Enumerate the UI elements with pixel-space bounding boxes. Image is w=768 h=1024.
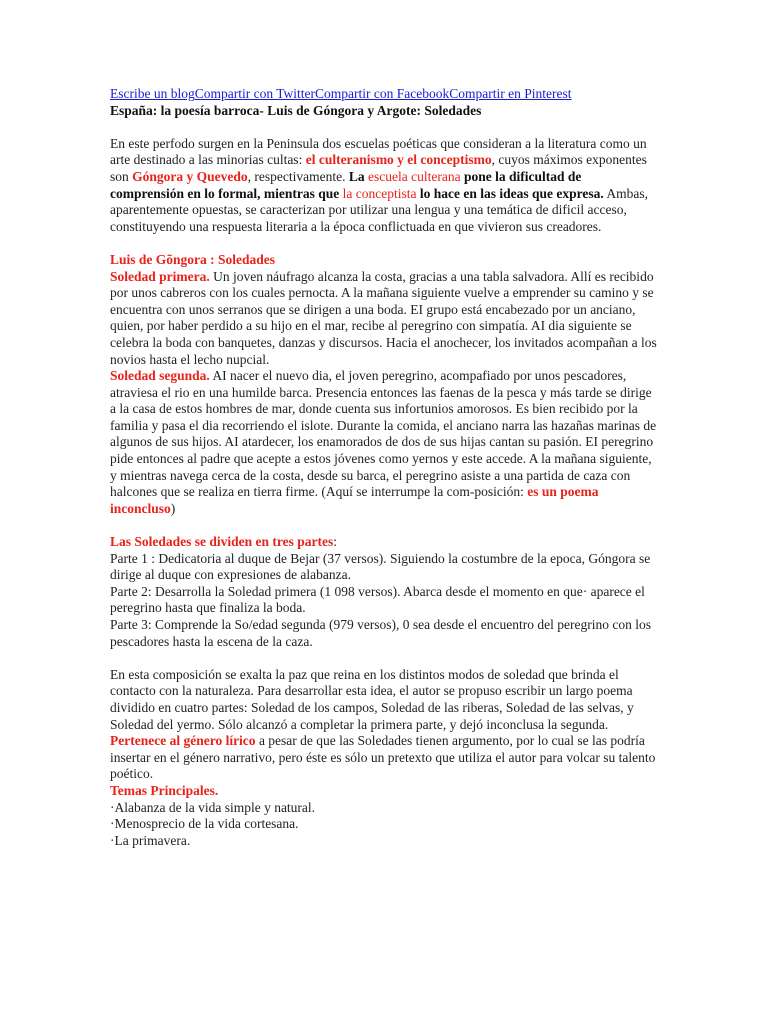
intro-bold-1: La (348, 168, 369, 184)
composition-paragraph: En esta composición se exalta la paz que reina en los distintos modos de soledad que brinda el contacto con la naturaleza. Para desarrollar esta idea, el autor se propuso escribir un largo poema dividido en cuatro partes: Soledad de los campos, Soledad de las riberas, Soledad de las selvas, y Soledad del yermo. Sólo alcanzó a completar la primera parte, y dejó inconclusa la segunda. (110, 666, 634, 732)
write-blog-link[interactable]: Escribe un blog (110, 86, 195, 101)
genre-text: a pesar de que las Soledades tienen argumento, por lo cual se las podría insertar en el género narrativo, pero éste es sólo un pretexto que utiliza el autor para volcar su talento poético. (110, 733, 656, 782)
share-facebook-link[interactable]: Compartir con Facebook (315, 86, 450, 101)
soledad-primera-paragraph (110, 269, 658, 369)
genero-lirico-label: Pertenece al género lírico (110, 733, 256, 749)
themes-heading: Temas Principales. (110, 782, 219, 798)
intro-paragraph (110, 136, 658, 236)
theme-item: ·La primavera. (110, 832, 191, 848)
intro-text-4: Ambas, aparentemente opuestas, se caracterizan por utilizar una lengua y una temática de dificil acceso, constituyendo una respuesta literaria a la época conflictuada en que vivieron sus creadores. (110, 185, 648, 234)
intro-bold-3: lo hace en las ideas que expresa. (416, 185, 604, 201)
intro-text-1: En este perfodo surgen en la Peninsula dos escuelas poéticas que consideran a la literatura como un arte destinado a las minorias cultas: (110, 135, 647, 168)
gongora-quevedo-highlight: Góngora y Quevedo (132, 168, 248, 184)
conceptista-highlight: la conceptista (342, 185, 417, 201)
parts-heading-label: Las Soledades se dividen en tres partes (110, 534, 334, 550)
parts-heading-colon: : (333, 534, 338, 550)
part-2: Parte 2: Desarrolla la Soledad primera (1 098 versos). Abarca desde el momento en que· aparece el peregrino hasta que finaliza la boda. (110, 583, 645, 616)
soledad-segunda-label: Soledad segunda. (110, 368, 210, 384)
share-pinterest-link[interactable]: Compartir en Pinterest (449, 86, 572, 101)
intro-text-2: , cuyos máximos exponentes son (110, 152, 647, 184)
intro-text-3: , respectivamente. (247, 168, 349, 184)
soledad-primera-label: Soledad primera. (110, 268, 210, 284)
genre-paragraph (110, 733, 658, 783)
culteranismo-conceptismo-highlight: el culteranismo y el conceptismo (305, 152, 492, 168)
theme-item: ·Menosprecio de la vida cortesana. (110, 816, 299, 832)
intro-bold-2: pone la dificultad de comprensión en lo formal, mientras que (110, 168, 582, 201)
share-twitter-link[interactable]: Compartir con Twitter (194, 86, 316, 101)
escuela-culterana-highlight: escuela culterana (368, 168, 461, 184)
soledad-segunda-text: AI nacer el nuevo dia, el joven peregrino, acompafiado por unos pescadores, atraviesa el rio en una humilde barca. Presencia entonces las faenas de la pesca y más tarde se dirige a la casa de estos hombres de mar, donde cuenta sus infortunios amorosos. Es bien recibido por la familia y pasa el dia recorriendo el islote. Durante la comida, el anciano narra las hazañas marinas de algunos de sus hijos. AI atardecer, los enamorados de dos de sus hijas cantan su pasión. EI peregrino pide entonces al padre que acepte a estos jóvenes como yernos y este accede. A la mañana siguiente, y mientras navega cerca de la costa, desde su barca, el peregrino asiste a una partida de caza con halcones que se realiza en tierra firme. (Aquí se interrumpe la com-posición: (110, 368, 657, 500)
soledad-primera-text: Un joven náufrago alcanza la costa, gracias a una tabla salvadora. Allí es recibido por unos cabreros con los cuales pernocta. A la mañana siguiente vuelve a emprender su camino y se encuentra con unos serranos que se dirigen a una boda. EI grupo está encabezado por un anciano, quien, por haber perdido a su hijo en el mar, recibe al peregrino con simpatía. AI dia siguiente se celebra la boda con banquetes, danzas y discursos. Hacia el anochecer, los invitados acompañan a los novios hasta el lecho nupcial. (110, 268, 657, 367)
soledad-segunda-end: ) (170, 500, 176, 516)
theme-item: ·Alabanza de la vida simple y natural. (110, 799, 316, 815)
part-3: Parte 3: Comprende la So/edad segunda (979 versos), 0 sea desde el encuentro del peregrino con los pescadores hasta la escena de la caza. (110, 617, 651, 649)
document-body (110, 86, 658, 849)
poema-inconcluso-highlight: es un poema inconcluso (110, 484, 599, 516)
part-1: Parte 1 : Dedicatoria al duque de Bejar (37 versos). Siguiendo la costumbre de la epoca, Góngora se dirige al duque con expresiones de alabanza. (110, 550, 651, 583)
share-links (110, 86, 658, 103)
document-title: España: la poesía barroca- Luis de Góngora y Argote: Soledades (110, 102, 482, 118)
parts-heading (110, 534, 658, 551)
soledad-segunda-paragraph (110, 368, 658, 517)
gongora-heading: Luis de Gõngora : Soledades (110, 251, 276, 267)
